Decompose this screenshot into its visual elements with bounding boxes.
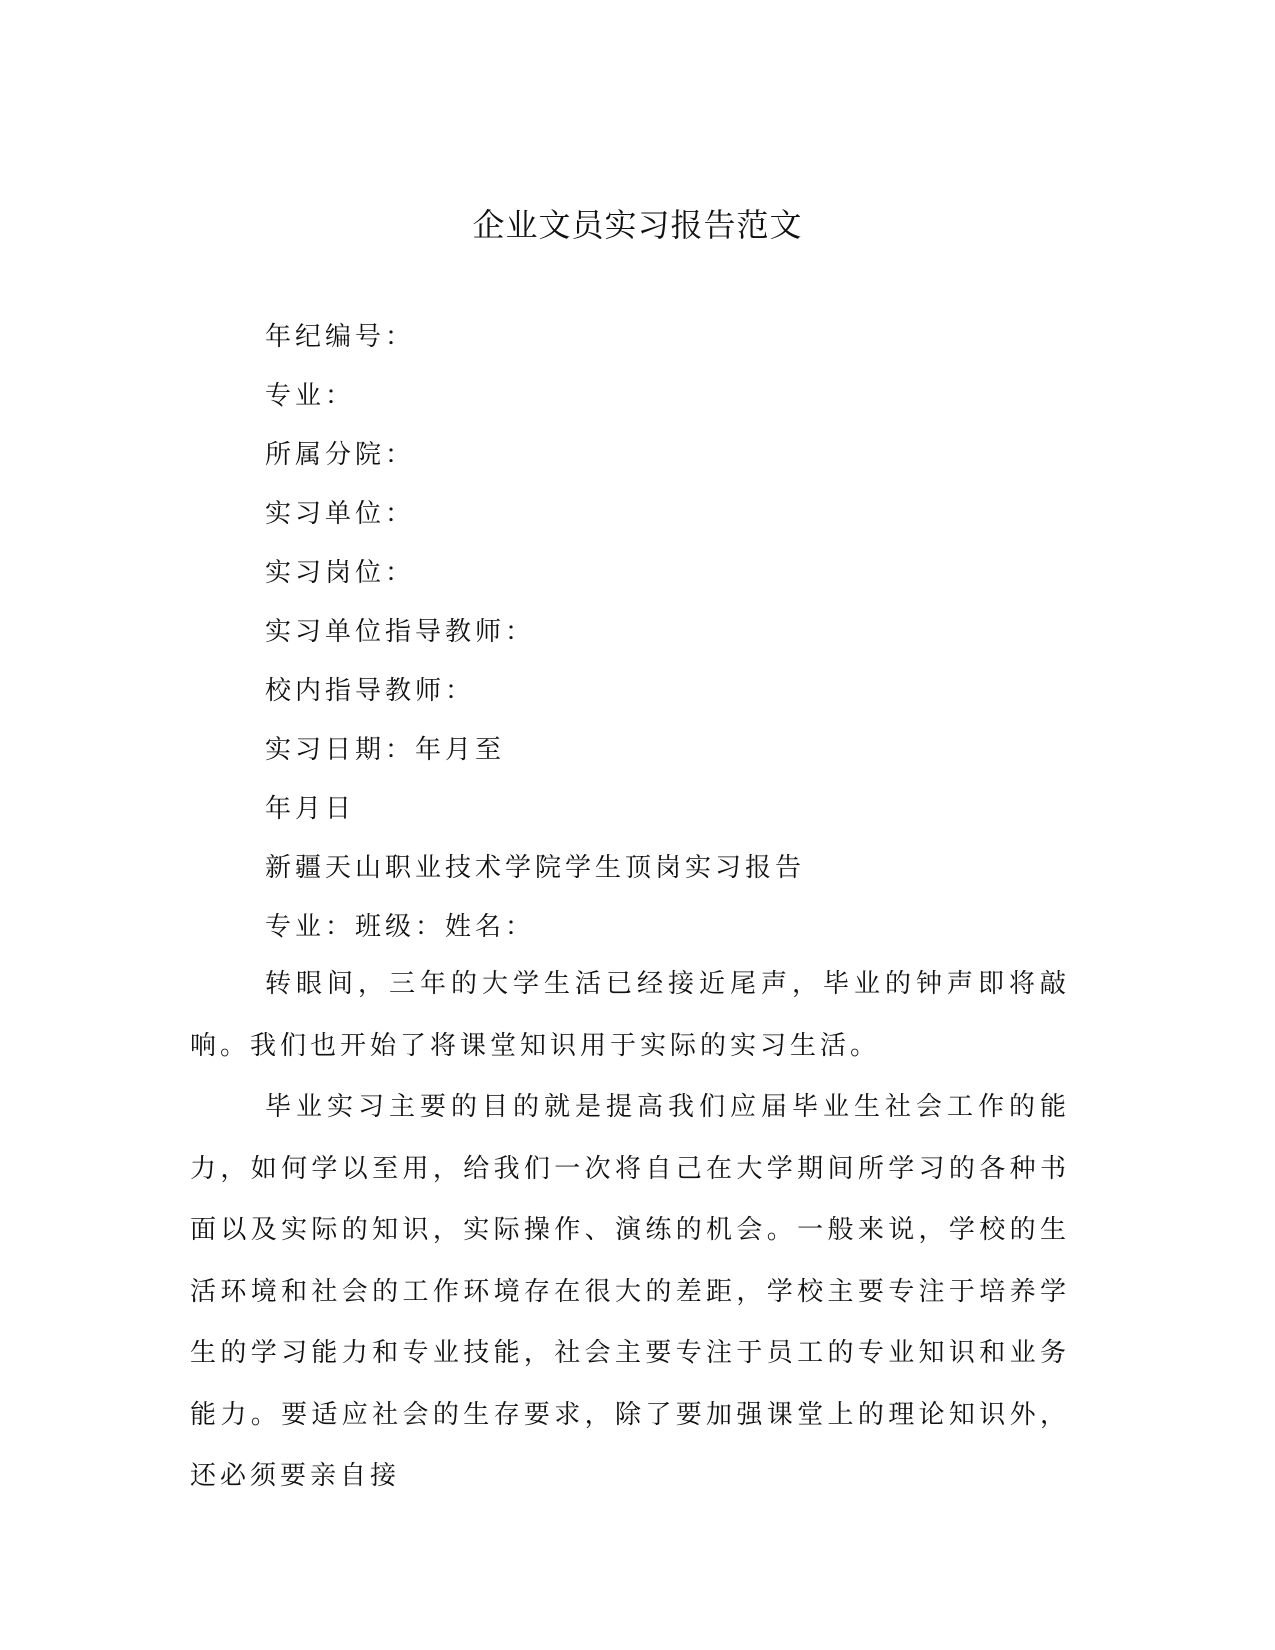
field-grade-number: 年纪编号： [265,322,416,352]
paragraph-intro: 转眼间，三年的大学生活已经接近尾声，毕业的钟声即将敲响。我们也开始了将课堂知识用于实际的实习生活。 [190,969,1070,1061]
field-internship-date: 实习日期：年月至 [265,735,506,765]
field-major: 专业： [265,381,356,411]
field-internship-position: 实习岗位： [265,558,416,588]
report-heading: 新疆天山职业技术学院学生顶岗实习报告 [265,853,806,883]
paragraph-purpose: 毕业实习主要的目的就是提高我们应届毕业生社会工作的能力，如何学以至用，给我们一次将自己在大学期间所学习的各种书面以及实际的知识，实际操作、演练的机会。一般来说，学校的生活环境和社会的工作环境存在很大的差距，学校主要专注于培养学生的学习能力和专业技能，社会主要专注于员工的专业知识和业务能力。要适应社会的生存要求，除了要加强课堂上的理论知识外，还必须要亲自接 [190,1092,1070,1491]
field-department: 所属分院： [265,440,416,470]
field-school-advisor: 校内指导教师： [265,676,476,706]
field-date-end: 年月日 [265,794,356,824]
field-major-class-name: 专业：班级：姓名： [265,912,536,942]
document-title: 企业文员实习报告范文 [472,206,803,244]
field-unit-advisor: 实习单位指导教师： [265,617,536,647]
field-internship-unit: 实习单位： [265,499,416,529]
